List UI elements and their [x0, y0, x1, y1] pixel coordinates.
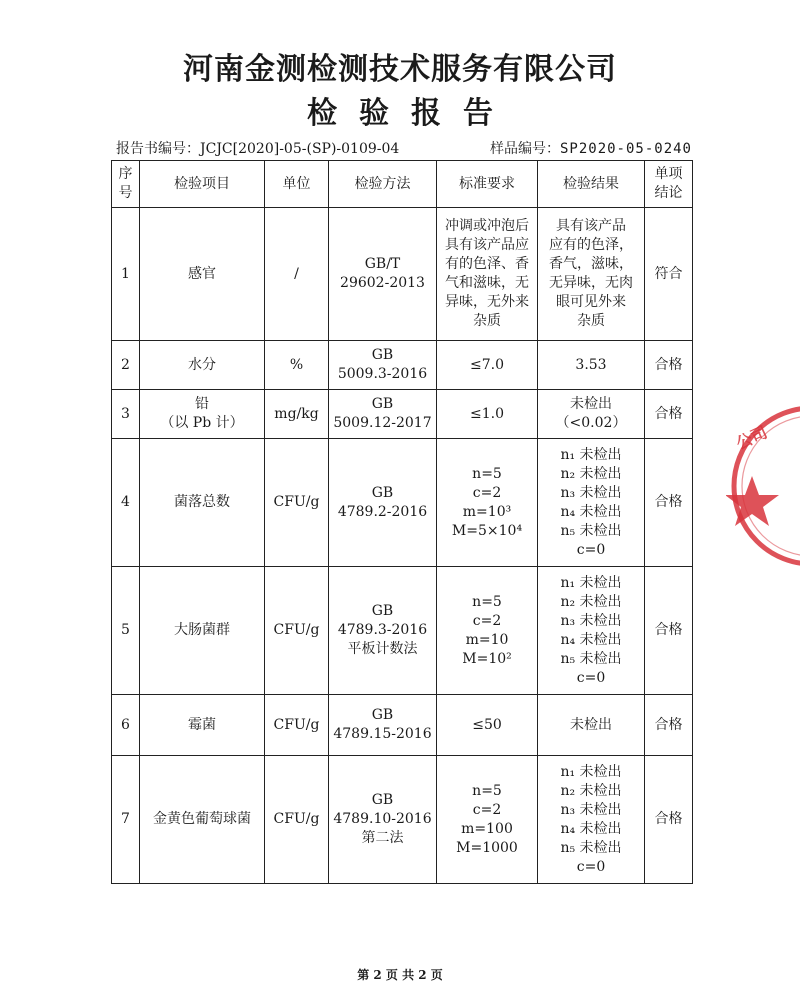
cell-standard: n=5 c=2 m=10³ M=5×10⁴ — [437, 439, 538, 567]
cell-seq: 1 — [112, 208, 140, 341]
cell-item: 感官 — [140, 208, 265, 341]
cell-conclusion: 合格 — [645, 695, 693, 756]
cell-item: 铅 （以 Pb 计） — [140, 390, 265, 439]
cell-unit: CFU/g — [265, 439, 329, 567]
header-standard: 标准要求 — [437, 161, 538, 208]
cell-standard: ≤7.0 — [437, 341, 538, 390]
cell-standard: 冲调或冲泡后 具有该产品应 有的色泽、香 气和滋味，无 异味，无外来 杂质 — [437, 208, 538, 341]
cell-conclusion: 符合 — [645, 208, 693, 341]
cell-method: GB 5009.3-2016 — [329, 341, 437, 390]
report-number-label: 报告书编号： — [116, 141, 200, 157]
sample-number-label: 样品编号： — [489, 141, 560, 157]
cell-unit: mg/kg — [265, 390, 329, 439]
cell-conclusion: 合格 — [645, 756, 693, 884]
cell-method: GB 5009.12-2017 — [329, 390, 437, 439]
report-number-value: JCJC[2020]-05-(SP)-0109-04 — [200, 141, 400, 157]
cell-item: 霉菌 — [140, 695, 265, 756]
cell-result: 3.53 — [538, 341, 645, 390]
cell-method: GB 4789.15-2016 — [329, 695, 437, 756]
cell-conclusion: 合格 — [645, 341, 693, 390]
cell-method: GB 4789.3-2016 平板计数法 — [329, 567, 437, 695]
table-row — [112, 695, 693, 756]
cell-result: 具有该产品 应有的色泽， 香气，滋味， 无异味，无肉 眼可见外来 杂质 — [538, 208, 645, 341]
cell-item: 大肠菌群 — [140, 567, 265, 695]
report-title: 检验报告 — [307, 96, 515, 131]
page-number: 第 2 页 共 2 页 — [357, 968, 443, 982]
cell-item: 金黄色葡萄球菌 — [140, 756, 265, 884]
cell-method: GB 4789.10-2016 第二法 — [329, 756, 437, 884]
cell-unit: CFU/g — [265, 695, 329, 756]
svg-text:公司: 公司 — [733, 422, 771, 454]
cell-result: 未检出 （<0.02） — [538, 390, 645, 439]
cell-method: GB 4789.2-2016 — [329, 439, 437, 567]
cell-conclusion: 合格 — [645, 439, 693, 567]
table-row — [112, 756, 693, 884]
table-row — [112, 341, 693, 390]
cell-conclusion: 合格 — [645, 567, 693, 695]
table-row — [112, 390, 693, 439]
cell-standard: n=5 c=2 m=100 M=1000 — [437, 756, 538, 884]
cell-unit: / — [265, 208, 329, 341]
header-seq: 序 号 — [112, 161, 140, 208]
cell-result: n₁ 未检出 n₂ 未检出 n₃ 未检出 n₄ 未检出 n₅ 未检出 c=0 — [538, 439, 645, 567]
table-row — [112, 439, 693, 567]
table-row — [112, 567, 693, 695]
company-name: 河南金测检测技术服务有限公司 — [183, 52, 617, 87]
cell-seq: 3 — [112, 390, 140, 439]
header-conclusion: 单项 结论 — [645, 161, 693, 208]
cell-seq: 2 — [112, 341, 140, 390]
cell-unit: CFU/g — [265, 567, 329, 695]
cell-result: n₁ 未检出 n₂ 未检出 n₃ 未检出 n₄ 未检出 n₅ 未检出 c=0 — [538, 567, 645, 695]
cell-unit: % — [265, 341, 329, 390]
inspection-table — [111, 160, 693, 884]
cell-standard: ≤1.0 — [437, 390, 538, 439]
cell-unit: CFU/g — [265, 756, 329, 884]
table-row — [112, 208, 693, 341]
sample-number-value: SP2020-05-0240 — [559, 141, 692, 157]
cell-item: 菌落总数 — [140, 439, 265, 567]
cell-standard: ≤50 — [437, 695, 538, 756]
report-number — [116, 138, 399, 158]
table-header-row — [112, 161, 693, 208]
cell-result: n₁ 未检出 n₂ 未检出 n₃ 未检出 n₄ 未检出 n₅ 未检出 c=0 — [538, 756, 645, 884]
company-seal-icon — [726, 400, 800, 572]
sample-number — [490, 138, 692, 158]
cell-method: GB/T 29602-2013 — [329, 208, 437, 341]
cell-seq: 6 — [112, 695, 140, 756]
cell-result: 未检出 — [538, 695, 645, 756]
cell-seq: 4 — [112, 439, 140, 567]
cell-seq: 7 — [112, 756, 140, 884]
header-unit: 单位 — [265, 161, 329, 208]
cell-item: 水分 — [140, 341, 265, 390]
header-result: 检验结果 — [538, 161, 645, 208]
header-item: 检验项目 — [140, 161, 265, 208]
header-method: 检验方法 — [329, 161, 437, 208]
cell-seq: 5 — [112, 567, 140, 695]
cell-conclusion: 合格 — [645, 390, 693, 439]
cell-standard: n=5 c=2 m=10 M=10² — [437, 567, 538, 695]
